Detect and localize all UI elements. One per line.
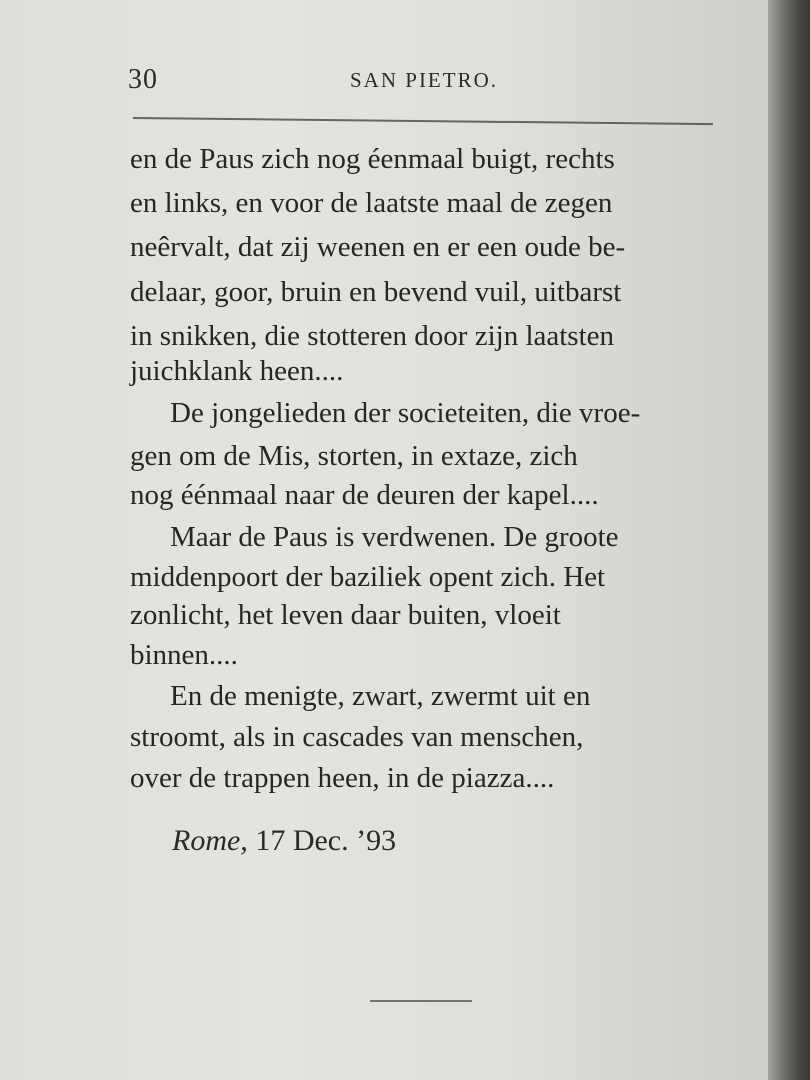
text-line: nog éénmaal naar de deuren der kapel....	[130, 479, 599, 511]
text-line: En de menigte, zwart, zwermt uit en	[170, 680, 591, 712]
text-line: over de trappen heen, in de piazza....	[130, 762, 555, 794]
text-line: stroomt, als in cascades van menschen,	[130, 721, 584, 753]
text-line: delaar, goor, bruin en bevend vuil, uitbarst	[130, 276, 622, 308]
text-line: gen om de Mis, storten, in extaze, zich	[130, 440, 578, 472]
text-line: binnen....	[130, 639, 238, 671]
text-line: middenpoort der baziliek opent zich. Het	[130, 561, 606, 593]
page-edge-shadow	[768, 0, 810, 1080]
dateline-date: 17 Dec. ’93	[255, 824, 397, 857]
text-line: De jongelieden der societeiten, die vroe-	[170, 397, 641, 429]
running-title: SAN PIETRO.	[350, 68, 499, 92]
running-head	[0, 62, 768, 102]
text-line: neêrvalt, dat zij weenen en er een oude be-	[130, 231, 626, 263]
text-line: in snikken, die stotteren door zijn laatsten	[130, 320, 615, 352]
end-rule	[370, 1000, 472, 1002]
dateline-place: Rome,	[172, 824, 248, 857]
dateline	[172, 824, 396, 858]
text-line: zonlicht, het leven daar buiten, vloeit	[130, 599, 561, 631]
text-line: en de Paus zich nog éenmaal buigt, rechts	[130, 143, 615, 175]
text-line: en links, en voor de laatste maal de zegen	[130, 187, 613, 219]
text-line: Maar de Paus is verdwenen. De groote	[170, 521, 619, 553]
header-rule	[133, 117, 713, 125]
page-number: 30	[128, 64, 158, 95]
text-line: juichklank heen....	[130, 355, 344, 387]
